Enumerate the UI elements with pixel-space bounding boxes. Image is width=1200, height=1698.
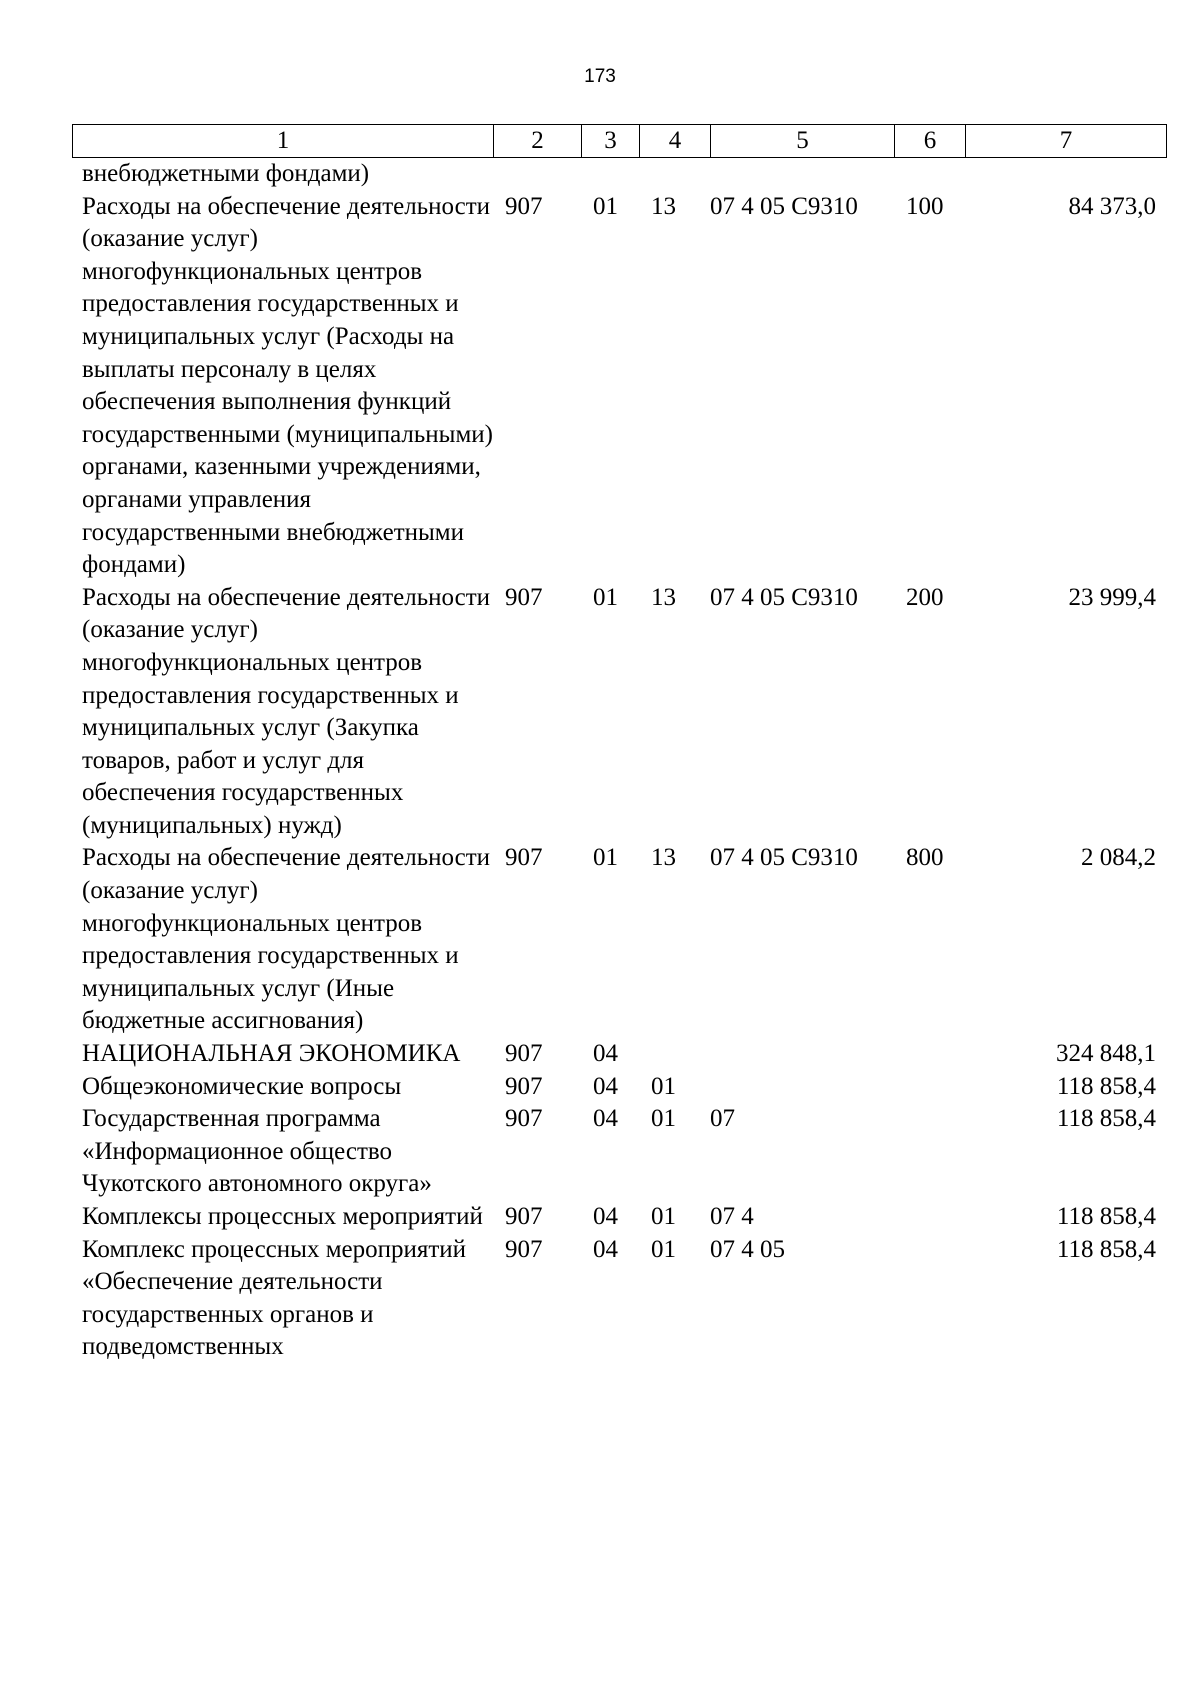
header-row xyxy=(73,125,1167,158)
table-row xyxy=(72,842,1166,1038)
table-row xyxy=(72,1234,1166,1364)
row-target-code: 07 4 05 xyxy=(710,1235,785,1263)
row-name: НАЦИОНАЛЬНАЯ ЭКОНОМИКА xyxy=(82,1040,461,1068)
table-row xyxy=(72,158,1166,191)
row-expense-type xyxy=(894,1234,965,1364)
row-name: Комплекс процессных мероприятий «Обеспечение деятельности государственных органов и подведомственных xyxy=(82,1235,467,1361)
row-amount xyxy=(965,158,1166,191)
row-expense-type: 100 xyxy=(906,192,944,220)
row-target-code: 07 4 05 С9310 xyxy=(710,844,858,872)
row-section-code: 01 xyxy=(593,844,618,872)
header-col-6: 6 xyxy=(895,125,966,158)
row-target-code: 07 xyxy=(710,1105,735,1133)
row-expense-type: 200 xyxy=(906,583,944,611)
header-col-7: 7 xyxy=(966,125,1167,158)
row-section-code: 04 xyxy=(593,1203,618,1230)
row-ministry-code xyxy=(493,158,581,191)
row-target-code xyxy=(710,1038,894,1071)
row-target-code: 07 4 xyxy=(710,1203,754,1230)
row-subsection-code: 13 xyxy=(651,844,676,872)
row-ministry-code: 907 xyxy=(505,1235,543,1263)
row-section-code: 04 xyxy=(593,1072,618,1100)
table-row xyxy=(72,582,1166,843)
row-expense-type: 800 xyxy=(906,844,944,872)
row-amount: 118 858,4 xyxy=(1056,1072,1156,1100)
row-name: Расходы на обеспечение деятельности (оказание услуг) многофункциональных центров предоставления государственных и муниципальных услуг (Иные бюджетные ассигнования) xyxy=(82,844,491,1035)
row-ministry-code: 907 xyxy=(505,1072,543,1100)
row-subsection-code: 01 xyxy=(651,1203,676,1230)
table-header xyxy=(72,124,1167,158)
row-amount: 118 858,4 xyxy=(1056,1203,1156,1230)
header-col-2: 2 xyxy=(494,125,582,158)
row-ministry-code: 907 xyxy=(505,1203,543,1230)
row-ministry-code: 907 xyxy=(505,1105,543,1133)
row-name: Государственная программа «Информационное общество Чукотского автономного округа» xyxy=(82,1105,432,1198)
row-subsection-code xyxy=(639,158,710,191)
table-row xyxy=(72,1071,1166,1104)
row-ministry-code: 907 xyxy=(505,192,543,220)
row-subsection-code xyxy=(639,1038,710,1071)
row-name: Расходы на обеспечение деятельности (оказание услуг) многофункциональных центров предоставления государственных и муниципальных услуг (Расходы на выплаты персоналу в целях обеспечения выполнения функций государственными (муниципальными) органами, казенными учреждениями, органами управления государственными внебюджетными фондами) xyxy=(82,192,493,579)
row-target-code xyxy=(710,158,894,191)
page-number: 173 xyxy=(584,66,616,87)
row-name: Комплексы процессных мероприятий xyxy=(82,1203,483,1230)
row-section-code xyxy=(581,158,639,191)
row-expense-type xyxy=(894,158,965,191)
row-amount: 2 084,2 xyxy=(1081,844,1156,872)
row-subsection-code: 01 xyxy=(651,1072,676,1100)
row-subsection-code: 01 xyxy=(651,1105,676,1133)
row-section-code: 04 xyxy=(593,1040,618,1068)
budget-table xyxy=(72,158,1166,1364)
row-name: внебюджетными фондами) xyxy=(82,160,370,187)
row-amount: 118 858,4 xyxy=(1056,1105,1156,1133)
row-expense-type xyxy=(894,1201,965,1234)
header-col-4: 4 xyxy=(640,125,711,158)
header-col-3: 3 xyxy=(582,125,640,158)
row-expense-type xyxy=(894,1038,965,1071)
header-col-5: 5 xyxy=(711,125,895,158)
row-expense-type xyxy=(894,1103,965,1201)
row-ministry-code: 907 xyxy=(505,583,543,611)
row-amount: 23 999,4 xyxy=(1068,583,1156,611)
row-expense-type xyxy=(894,1071,965,1104)
row-section-code: 01 xyxy=(593,583,618,611)
table-row xyxy=(72,1201,1166,1234)
row-subsection-code: 01 xyxy=(651,1235,676,1263)
row-target-code xyxy=(710,1071,894,1104)
row-subsection-code: 13 xyxy=(651,583,676,611)
row-section-code: 04 xyxy=(593,1235,618,1263)
row-name: Расходы на обеспечение деятельности (оказание услуг) многофункциональных центров предоставления государственных и муниципальных услуг (Закупка товаров, работ и услуг для обеспечения государственных (муниципальных) нужд) xyxy=(82,583,491,839)
row-amount: 118 858,4 xyxy=(1056,1235,1156,1263)
table-row xyxy=(72,1038,1166,1071)
row-target-code: 07 4 05 С9310 xyxy=(710,583,858,611)
row-ministry-code: 907 xyxy=(505,844,543,872)
row-amount: 324 848,1 xyxy=(1056,1040,1156,1068)
row-ministry-code: 907 xyxy=(505,1040,543,1068)
row-amount: 84 373,0 xyxy=(1068,192,1156,220)
row-section-code: 01 xyxy=(593,192,618,220)
header-col-1: 1 xyxy=(73,125,494,158)
row-section-code: 04 xyxy=(593,1105,618,1133)
row-target-code: 07 4 05 С9310 xyxy=(710,192,858,220)
row-name: Общеэкономические вопросы xyxy=(82,1072,402,1100)
table-row xyxy=(72,1103,1166,1201)
row-subsection-code: 13 xyxy=(651,192,676,220)
table-row xyxy=(72,191,1166,582)
